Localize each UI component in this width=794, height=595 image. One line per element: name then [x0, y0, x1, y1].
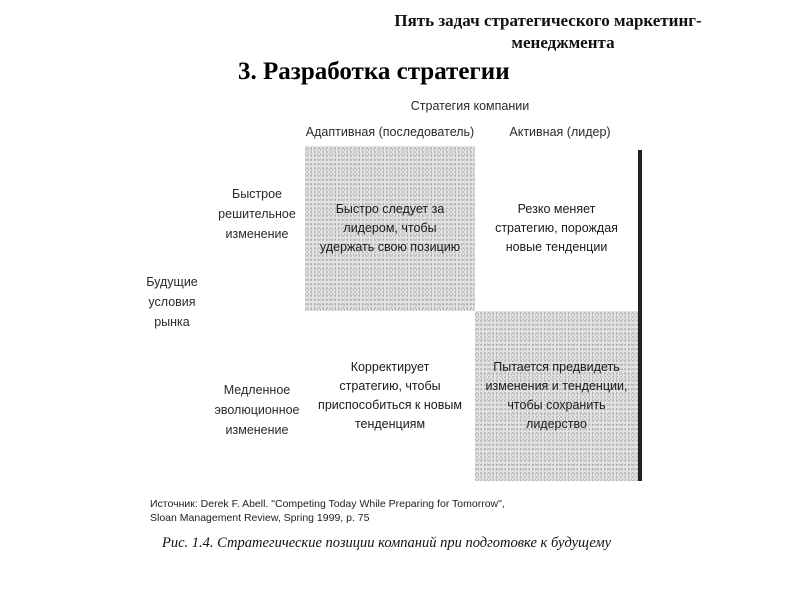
cell-slow-active-line-1: Пытается предвидеть [493, 360, 620, 374]
cell-slow-active [475, 311, 638, 481]
header-line-1: Пять задач стратегического маркетинг- [394, 11, 702, 30]
cell-slow-adaptive-line-1: Корректирует [350, 360, 430, 374]
cell-slow-adaptive-line-2: стратегию, чтобы [339, 379, 441, 393]
source-note [150, 497, 505, 525]
slide-title: 3. Разработка стратегии [238, 58, 510, 85]
cell-fast-adaptive-line-3: удержать свою позицию [319, 240, 461, 254]
cell-slow-active-line-4: лидерство [526, 417, 587, 431]
cell-slow-active-line-2: изменения и тенденции, [485, 379, 628, 393]
row-label-fast-change [212, 184, 302, 244]
cell-fast-adaptive-line-2: лидером, чтобы [343, 221, 437, 235]
header-line-2: менеджмента [511, 33, 615, 52]
top-axis-title: Стратегия компании [410, 99, 530, 113]
cell-slow-adaptive-line-4: тенденциям [354, 417, 426, 431]
cell-fast-active [475, 146, 638, 311]
cell-fast-adaptive [305, 146, 475, 311]
cell-slow-adaptive-line-3: приспособиться к новым [318, 398, 462, 412]
left-axis-line-2: условия [148, 295, 196, 309]
row-label-slow-line-2: эволюционное [214, 403, 300, 417]
cell-fast-active-line-3: новые тенденции [505, 240, 608, 254]
figure-caption: Рис. 1.4. Стратегические позиции компаний при подготовке к будущему [162, 535, 612, 551]
left-axis-line-1: Будущие [146, 275, 198, 289]
source-line-1: Источник: Derek F. Abell. "Competing Today While Preparing for Tomorrow", [150, 498, 505, 510]
left-axis-line-3: рынка [154, 315, 190, 329]
slide-header [358, 10, 738, 54]
row-label-slow-line-1: Медленное [223, 383, 291, 397]
row-label-fast-line-2: решительное [218, 207, 296, 221]
cell-fast-adaptive-line-1: Быстро следует за [335, 202, 445, 216]
cell-slow-adaptive [305, 311, 475, 481]
matrix-right-border [638, 150, 642, 481]
cell-fast-active-line-2: стратегию, порождая [495, 221, 618, 235]
left-axis-title [140, 272, 204, 332]
column-label-active: Активная (лидер) [509, 125, 611, 139]
cell-slow-active-line-3: чтобы сохранить [507, 398, 606, 412]
row-label-slow-line-3: изменение [225, 423, 289, 437]
cell-fast-active-line-1: Резко меняет [517, 202, 596, 216]
row-label-fast-line-1: Быстрое [231, 187, 283, 201]
source-line-2: Sloan Management Review, Spring 1999, p. 75 [150, 512, 370, 524]
row-label-fast-line-3: изменение [225, 227, 289, 241]
row-label-slow-change [208, 380, 306, 440]
column-label-adaptive: Адаптивная (последователь) [305, 125, 475, 139]
